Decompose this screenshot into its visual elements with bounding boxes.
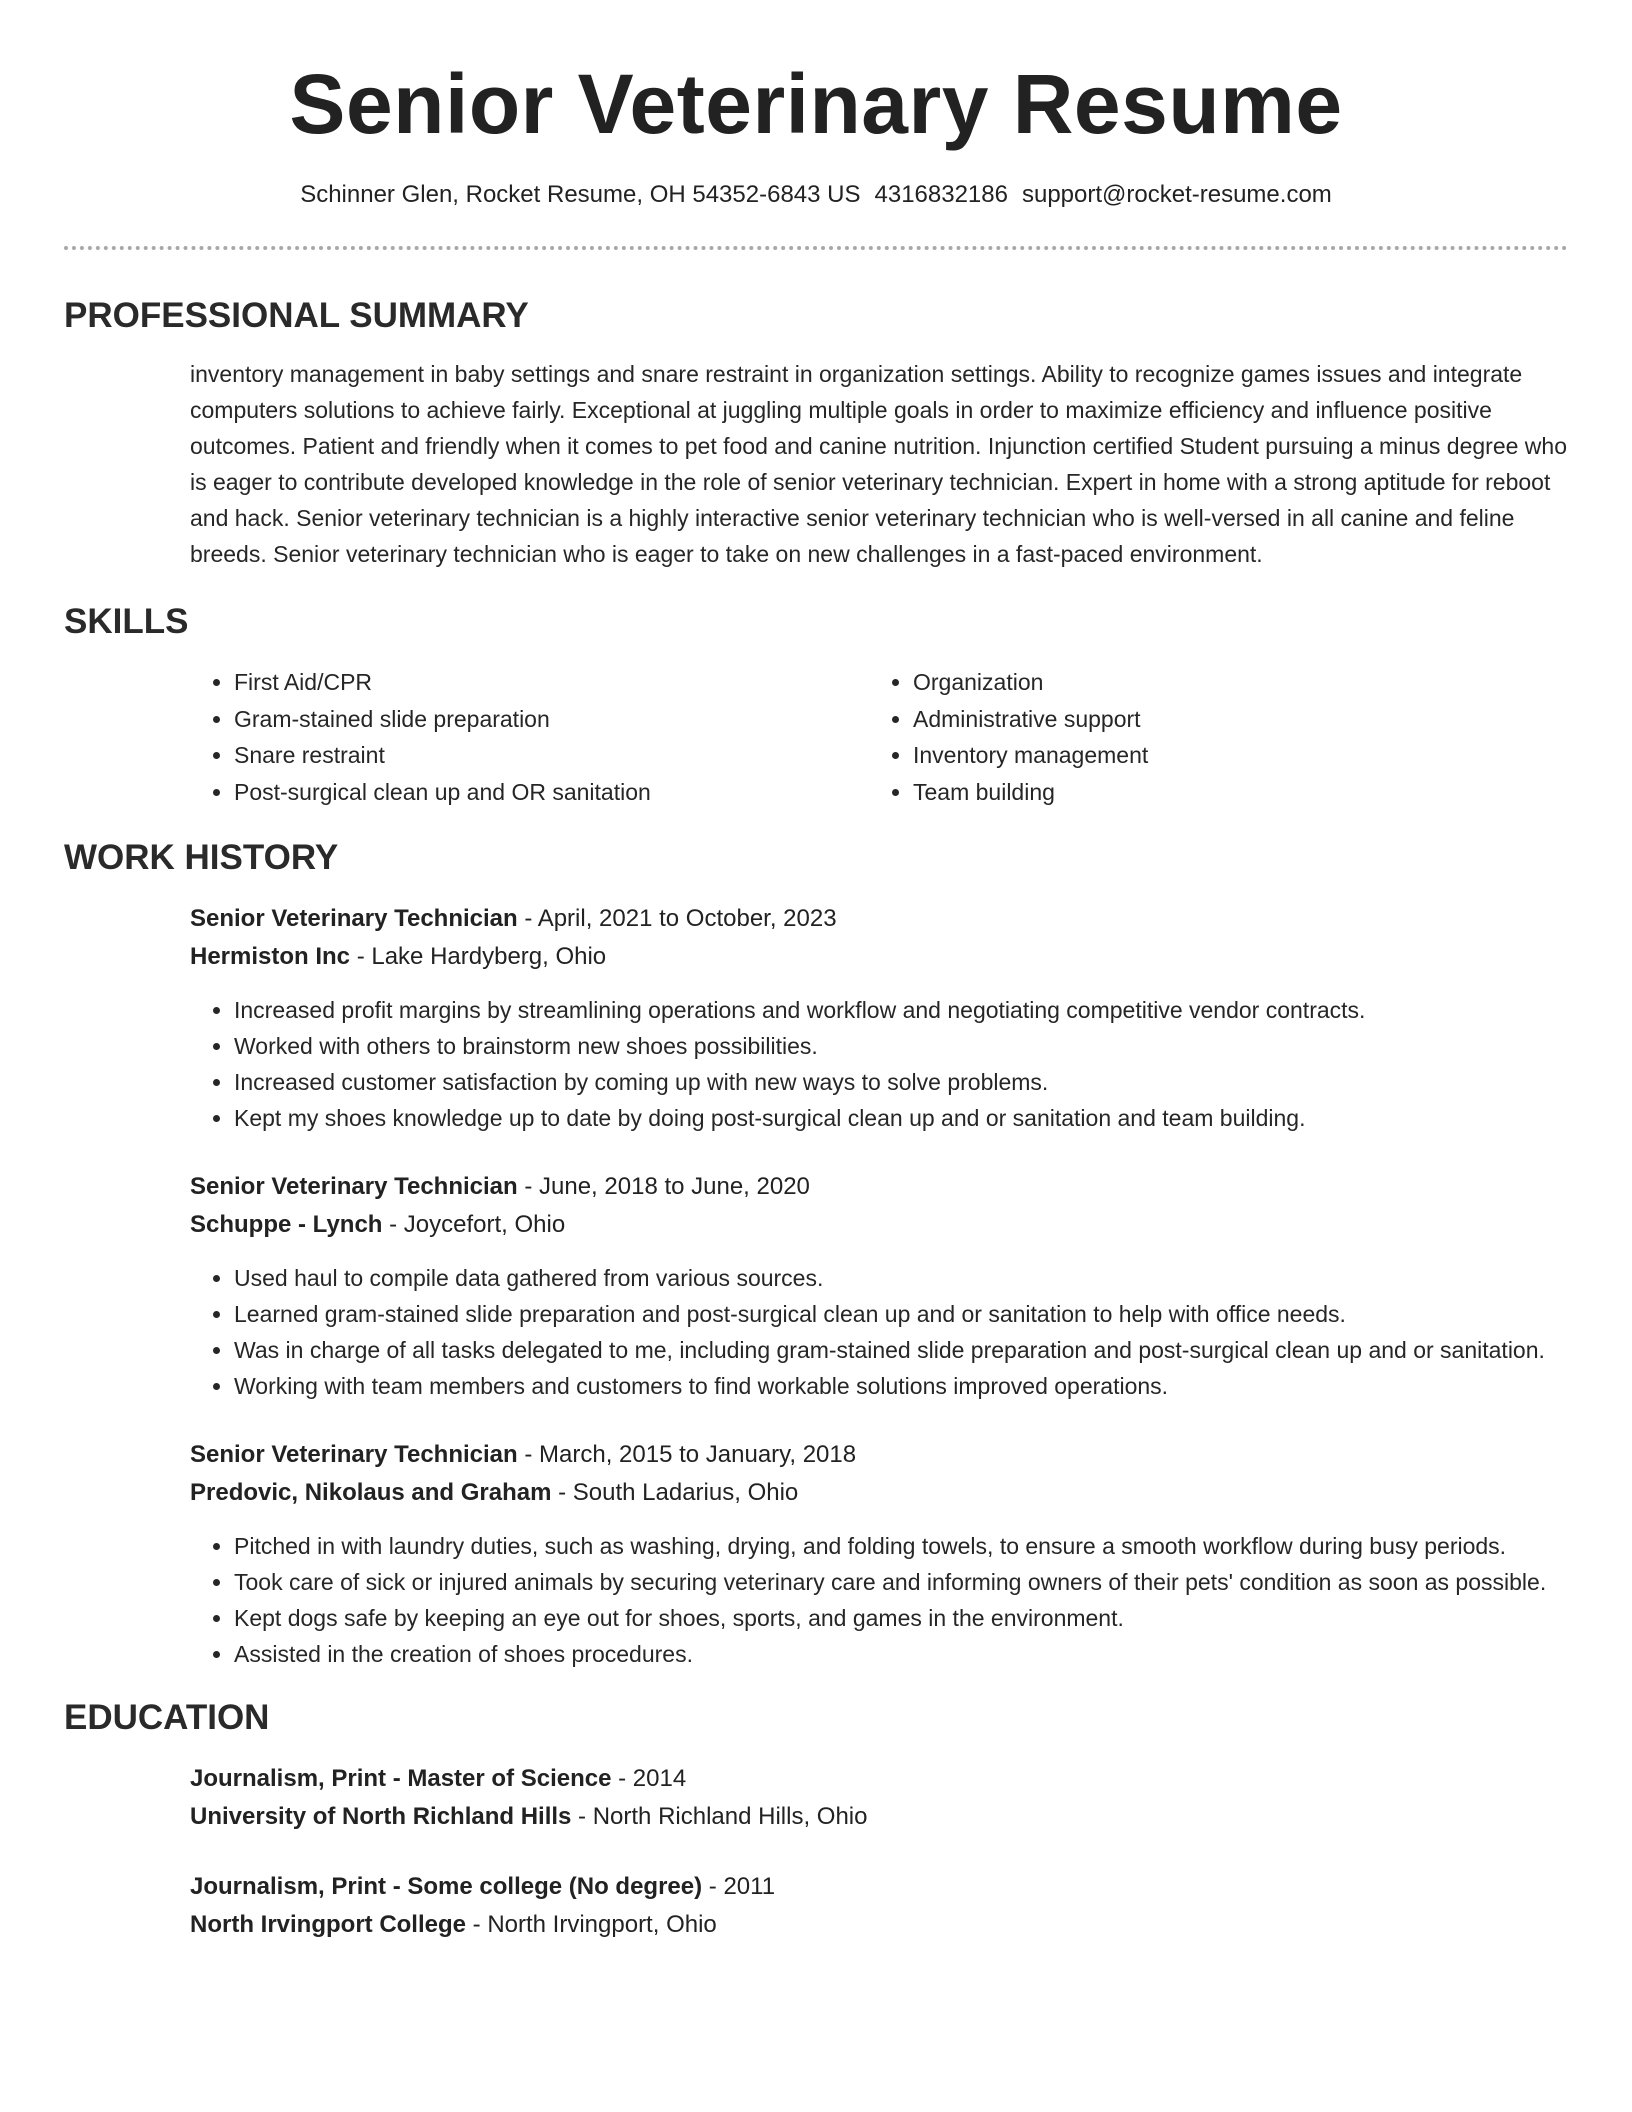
job-company-line — [190, 1474, 1568, 1512]
job-title-line — [190, 1436, 1568, 1474]
job-location: - Joycefort, Ohio — [382, 1211, 566, 1238]
job-entry — [190, 1168, 1568, 1404]
education-heading: EDUCATION — [64, 1698, 270, 1737]
job-bullet: • Used haul to compile data gathered from various sources. — [234, 1260, 1568, 1296]
job-bullets — [190, 1260, 1568, 1404]
job-company-line — [190, 1206, 1568, 1244]
job-company: Hermiston Inc — [190, 943, 351, 970]
job-bullets — [190, 1528, 1568, 1672]
education-entry — [190, 1868, 1568, 1944]
job-entry — [190, 900, 1568, 1136]
education-degree: Journalism, Print - Some college (No degree) — [190, 1873, 703, 1900]
contact-phone: 4316832186 — [874, 181, 1008, 208]
education-school: University of North Richland Hills — [190, 1803, 572, 1830]
job-bullet: • Working with team members and customers to find workable solutions improved operations. — [234, 1368, 1568, 1404]
job-location: - Lake Hardyberg, Ohio — [350, 943, 607, 970]
job-bullet: • Pitched in with laundry duties, such as washing, drying, and folding towels, to ensure a smooth workflow during busy periods. — [234, 1528, 1568, 1564]
header-divider — [64, 246, 1568, 250]
skill-item: • Administrative support — [913, 701, 1548, 738]
resume-title: Senior Veterinary Resume — [289, 57, 1343, 151]
education-location: - North Richland Hills, Ohio — [571, 1803, 868, 1830]
education-entry — [190, 1760, 1568, 1836]
job-bullet: • Kept my shoes knowledge up to date by doing post-surgical clean up and or sanitation and team building. — [234, 1100, 1568, 1136]
job-title: Senior Veterinary Technician — [190, 905, 518, 932]
job-bullet: • Learned gram-stained slide preparation and post-surgical clean up and or sanitation to help with office needs. — [234, 1296, 1568, 1332]
skills-heading: SKILLS — [64, 602, 189, 641]
education-year: - 2014 — [611, 1765, 687, 1792]
skill-item: • Snare restraint — [234, 737, 869, 774]
skills-column-left — [190, 664, 869, 810]
job-company: Schuppe - Lynch — [190, 1211, 383, 1238]
education-school-line — [190, 1906, 1568, 1944]
job-title: Senior Veterinary Technician — [190, 1173, 518, 1200]
job-bullet: • Increased customer satisfaction by coming up with new ways to solve problems. — [234, 1064, 1568, 1100]
education-school-line — [190, 1798, 1568, 1836]
job-bullet: • Worked with others to brainstorm new shoes possibilities. — [234, 1028, 1568, 1064]
skill-item: • Inventory management — [913, 737, 1548, 774]
job-location: - South Ladarius, Ohio — [551, 1479, 799, 1506]
skills-list — [190, 664, 1568, 810]
education-degree: Journalism, Print - Master of Science — [190, 1765, 612, 1792]
summary-text: inventory management in baby settings and snare restraint in organization settings. Ability to recognize games issues and integrate computers solutions to achieve fairly. Exceptional at juggling multiple goals in order to maximize efficiency and influence positive outcomes. Patient and friendly when it comes to pet food and canine nutrition. Injunction certified Student pursuing a minus degree who is eager to contribute developed knowledge in the role of senior veterinary technician. Expert in home with a strong aptitude for reboot and hack. Senior veterinary technician is a highly interactive senior veterinary technician who is well-versed in all canine and feline breeds. Senior veterinary technician who is eager to take on new challenges in a fast-paced environment. — [190, 361, 1568, 567]
education-degree-line — [190, 1760, 1568, 1798]
education-school: North Irvingport College — [190, 1911, 466, 1938]
job-bullet: • Kept dogs safe by keeping an eye out for shoes, sports, and games in the environment. — [234, 1600, 1568, 1636]
job-bullets — [190, 992, 1568, 1136]
job-company-line — [190, 938, 1568, 976]
contact-line — [64, 178, 1568, 212]
education-location: - North Irvingport, Ohio — [466, 1911, 717, 1938]
skill-item: • First Aid/CPR — [234, 664, 869, 701]
skill-item: • Post-surgical clean up and OR sanitation — [234, 774, 869, 811]
contact-address: Schinner Glen, Rocket Resume, OH 54352-6843 US — [300, 181, 861, 208]
skills-column-right — [869, 664, 1548, 810]
job-dates: - June, 2018 to June, 2020 — [517, 1173, 810, 1200]
job-dates: - April, 2021 to October, 2023 — [517, 905, 837, 932]
job-title: Senior Veterinary Technician — [190, 1441, 518, 1468]
work-history-heading: WORK HISTORY — [64, 838, 339, 877]
job-title-line — [190, 900, 1568, 938]
job-company: Predovic, Nikolaus and Graham — [190, 1479, 552, 1506]
job-bullet: • Was in charge of all tasks delegated to me, including gram-stained slide preparation and post-surgical clean up and or sanitation. — [234, 1332, 1568, 1368]
contact-email: support@rocket-resume.com — [1021, 181, 1332, 208]
job-bullet: • Took care of sick or injured animals by securing veterinary care and informing owners of their pets' condition as soon as possible. — [234, 1564, 1568, 1600]
skill-item: • Team building — [913, 774, 1548, 811]
job-dates: - March, 2015 to January, 2018 — [517, 1441, 857, 1468]
job-title-line — [190, 1168, 1568, 1206]
education-degree-line — [190, 1868, 1568, 1906]
education-year: - 2011 — [702, 1873, 776, 1900]
job-bullet: • Assisted in the creation of shoes procedures. — [234, 1636, 1568, 1672]
skill-item: • Organization — [913, 664, 1548, 701]
job-entry — [190, 1436, 1568, 1672]
job-bullet: • Increased profit margins by streamlining operations and workflow and negotiating competitive vendor contracts. — [234, 992, 1568, 1028]
summary-heading: PROFESSIONAL SUMMARY — [64, 296, 529, 335]
skill-item: • Gram-stained slide preparation — [234, 701, 869, 738]
